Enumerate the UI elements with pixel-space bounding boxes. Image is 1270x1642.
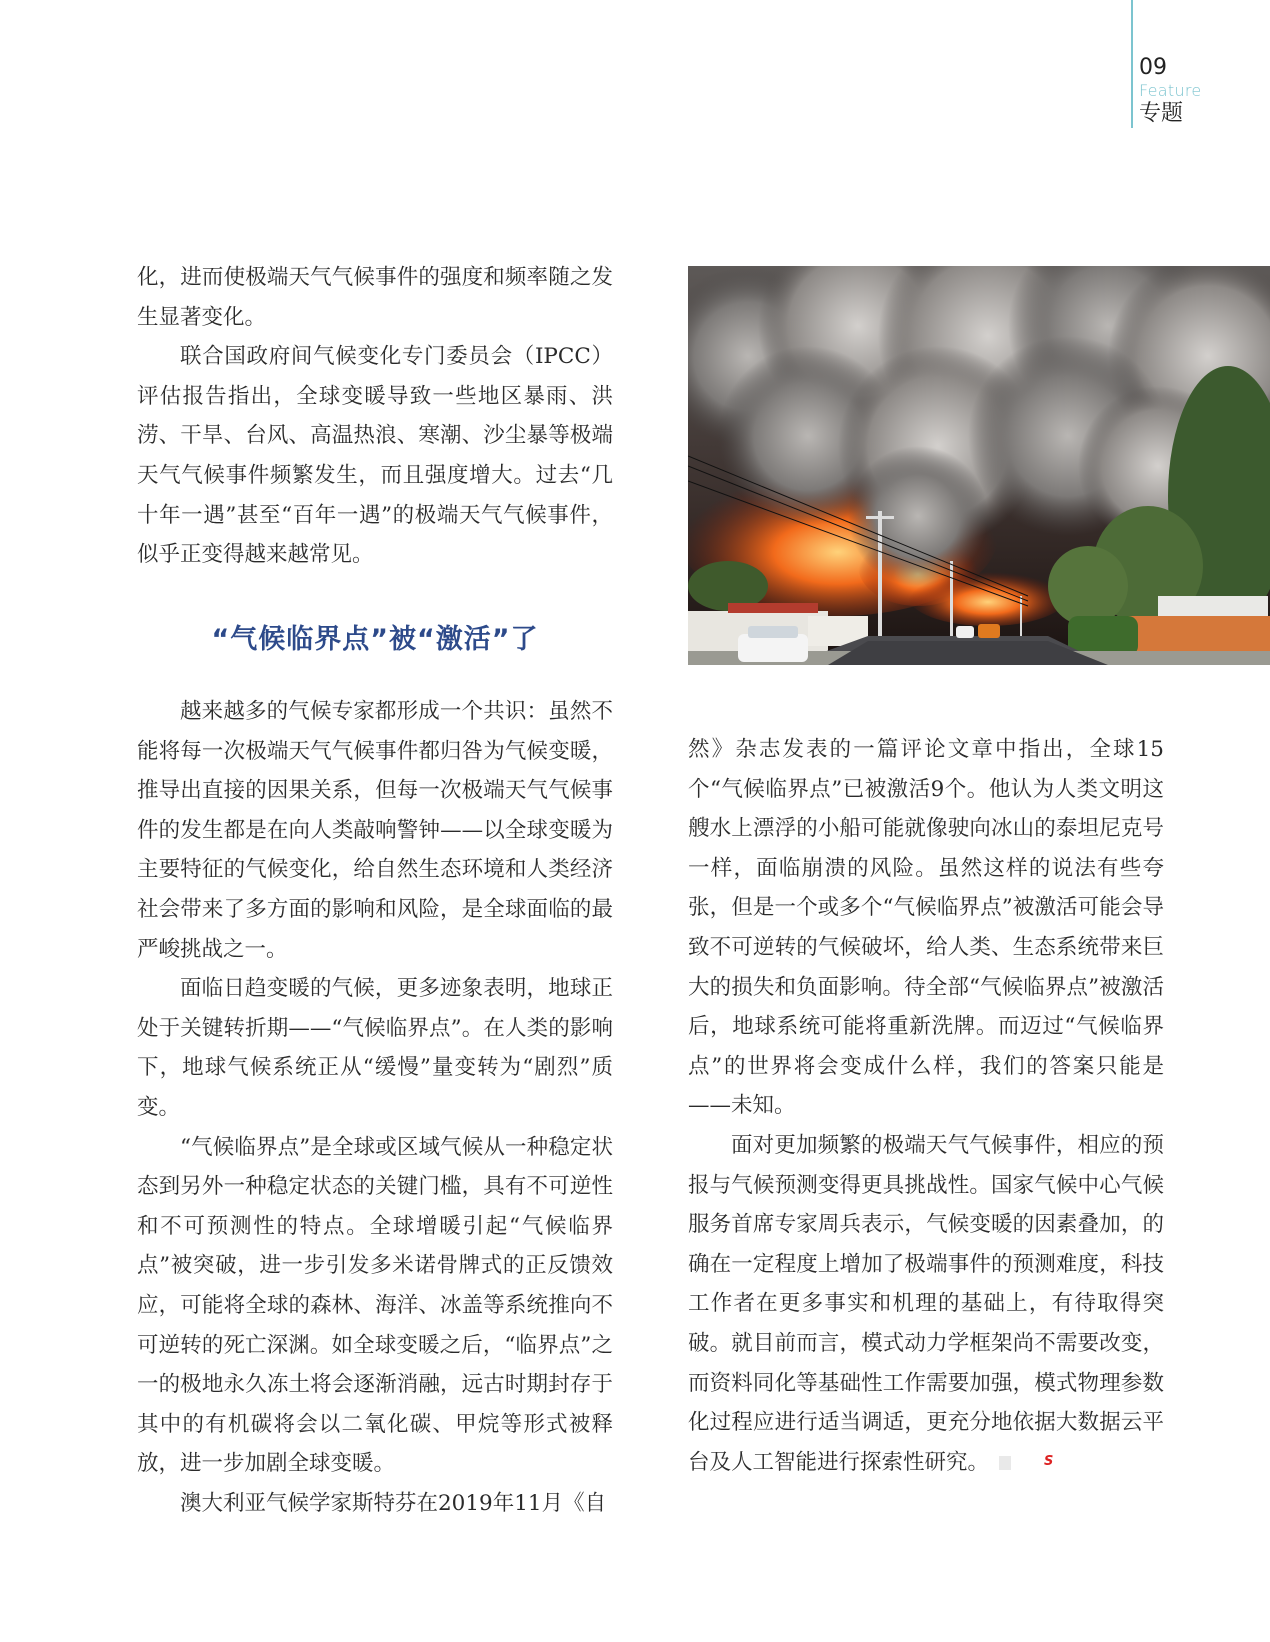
paragraph: 澳大利亚气候学家斯特芬在2019年11月《自 [180, 1490, 607, 1516]
paragraph: 化，进而使极端天气气候事件的强度和频率随之发生显著变化。 [137, 265, 613, 330]
section-label-cn: 专题 [1139, 101, 1184, 126]
page-number: 09 [1139, 55, 1167, 80]
paragraph: “气候临界点”是全球或区域气候从一种稳定状态到另外一种稳定状态的关键门槛，具有不可逆性和不可预测性的特点。全球增暖引起“气候临界点”被突破，进一步引发多米诺骨牌式的正反馈效应，可能将全球的森林、海洋、冰盖等系统推向不可逆转的死亡深渊。如全球变暖之后，“临界点”之一的极地永久冻土将会逐渐消融，远古时期封存于其中的有机碳将会以二氧化碳、甲烷等形式被释放，进一步加剧全球变暖。 [137, 1134, 613, 1477]
paragraph: 面临日趋变暖的气候，更多迹象表明，地球正处于关键转折期——“气候临界点”。在人类的影响下，地球气候系统正从“缓慢”量变转为“剧烈”质变。 [137, 976, 613, 1120]
end-mark-glyph: S [1044, 1453, 1054, 1469]
section-label-en: Feature [1139, 81, 1202, 100]
paragraph: 越来越多的气候专家都形成一个共识：虽然不能将每一次极端天气气候事件都归咎为气候变暖，推导出直接的因果关系，但每一次极端天气气候事件的发生都是在向人类敲响警钟——以全球变暖为主要特征的气候变化，给自然生态环境和人类经济社会带来了多方面的影响和风险，是全球面临的最严峻挑战之一。 [137, 699, 613, 962]
paragraph-final [688, 1126, 1164, 1482]
paragraph-text: 面对更加频繁的极端天气气候事件，相应的预报与气候预测变得更具挑战性。国家气候中心气候服务首席专家周兵表示，气候变暖的因素叠加，的确在一定程度上增加了极端事件的预测难度，科技工作者在更多事实和机理的基础上，有待取得突破。就目前而言，模式动力学框架尚不需要改变，而资料同化等基础性工作需要加强，模式物理参数化过程应进行适当调适，更充分地依据大数据云平台及人工智能进行探索性研究。 [688, 1132, 1164, 1475]
paragraph: 然》杂志发表的一篇评论文章中指出，全球15个“气候临界点”已被激活9个。他认为人类文明这艘水上漂浮的小船可能就像驶向冰山的泰坦尼克号一样，面临崩溃的风险。虽然这样的说法有些夸张，但是一个或多个“气候临界点”被激活可能会导致不可逆转的气候破坏，给人类、生态系统带来巨大的损失和负面影响。待全部“气候临界点”被激活后，地球系统可能将重新洗牌。而迈过“气候临界点”的世界将会变成什么样，我们的答案只能是——未知。 [688, 737, 1164, 1119]
bushfire-photo-illustration [688, 266, 1270, 665]
left-column-top [137, 258, 613, 575]
article-end-mark-icon [999, 1453, 1054, 1470]
right-column [688, 730, 1164, 1482]
section-heading: “气候临界点”被“激活”了 [211, 624, 539, 655]
left-column-bottom [137, 692, 613, 1523]
paragraph: 联合国政府间气候变化专门委员会（IPCC）评估报告指出，全球变暖导致一些地区暴雨、洪涝、干旱、台风、高温热浪、寒潮、沙尘暴等极端天气气候事件频繁发生，而且强度增大。过去“几十年一遇”甚至“百年一遇”的极端天气气候事件，似乎正变得越来越常见。 [137, 344, 613, 568]
bushfire-photo [688, 266, 1270, 665]
header-divider-line [1131, 0, 1133, 128]
